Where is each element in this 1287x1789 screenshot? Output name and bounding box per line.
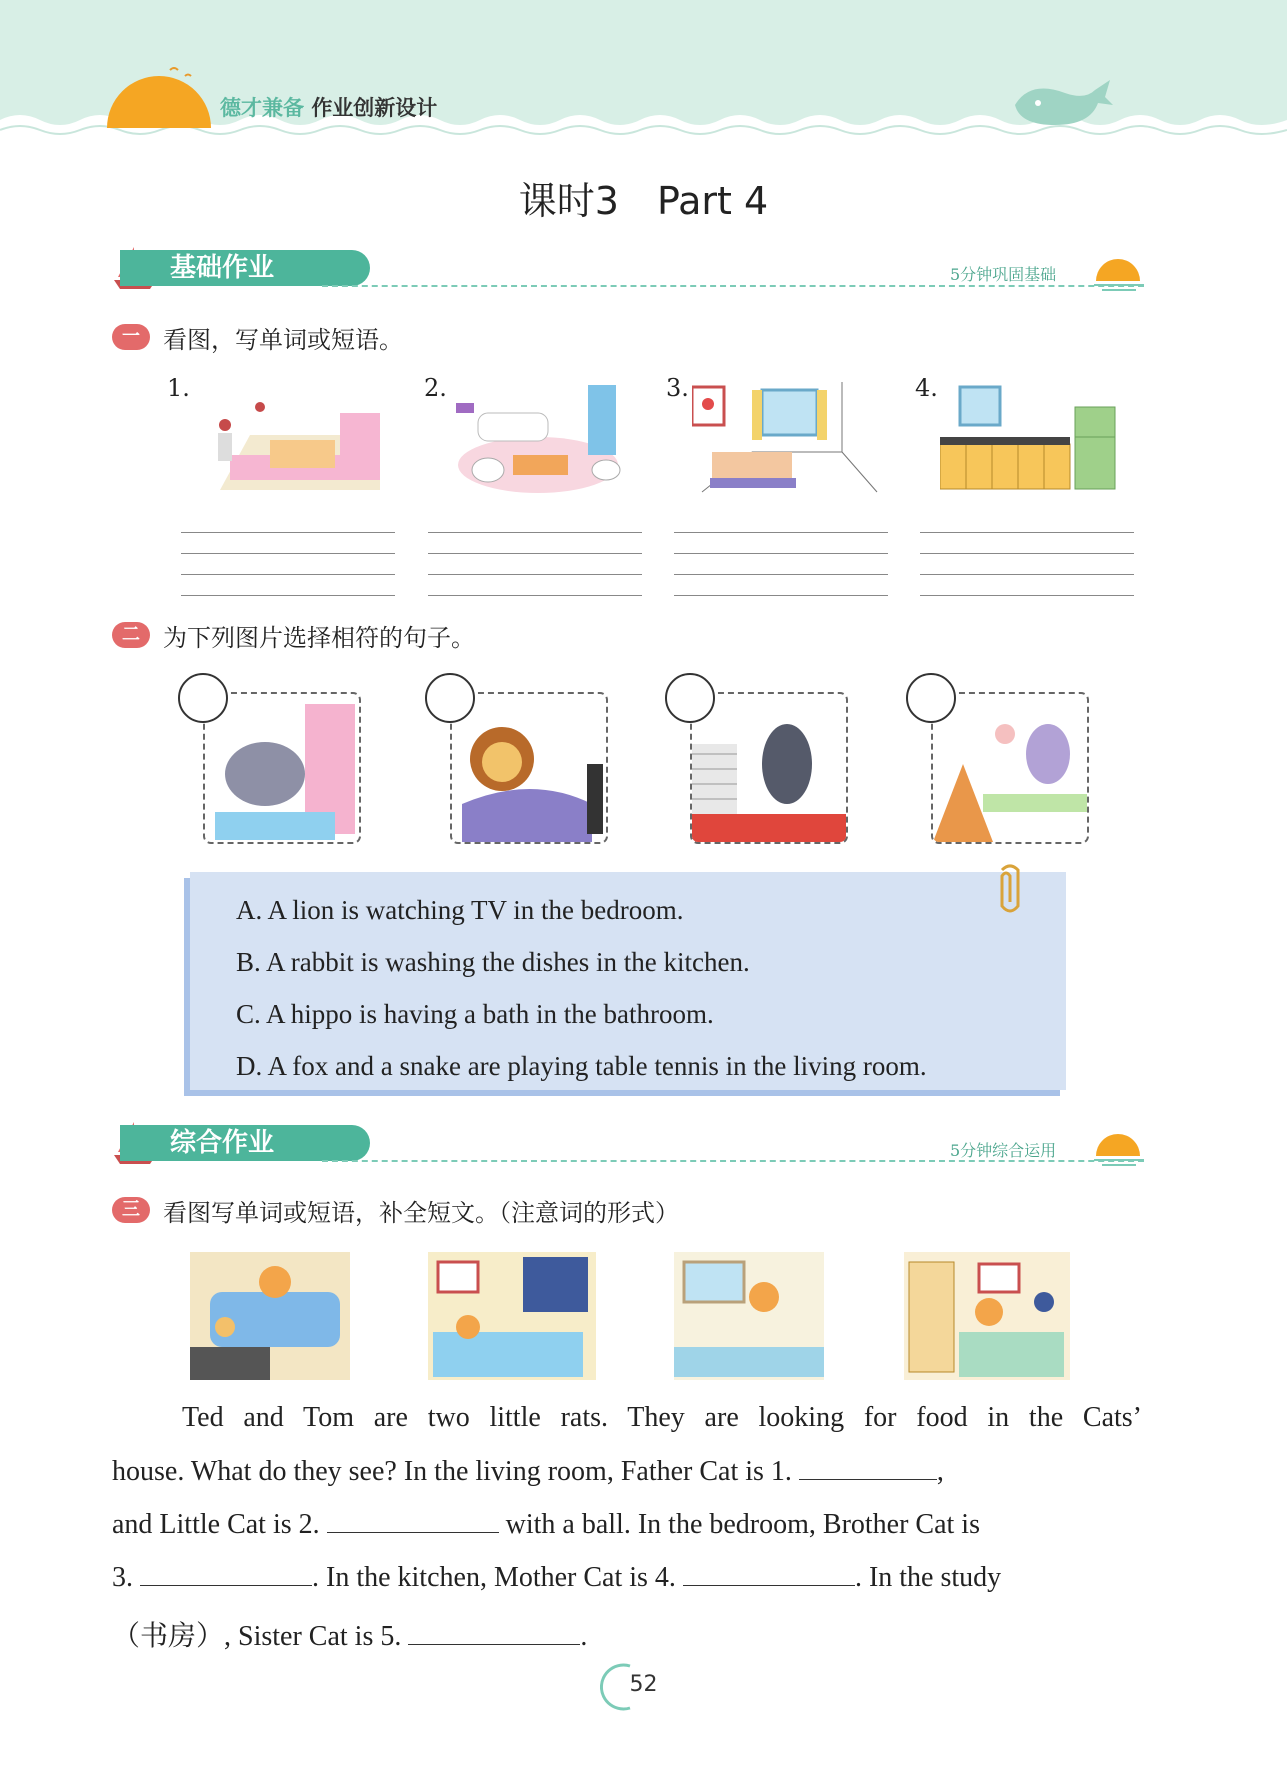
passage-line-4 — [112, 1561, 1142, 1594]
page-number: 52 — [629, 1672, 658, 1697]
rabbit-dishes-picture — [690, 692, 848, 844]
answer-circle[interactable] — [425, 673, 475, 723]
brand-part2: 作业创新设计 — [311, 96, 438, 120]
answer-line[interactable] — [674, 595, 888, 596]
blank-3[interactable] — [140, 1561, 312, 1586]
answer-line[interactable] — [920, 553, 1134, 554]
answer-circle[interactable] — [906, 673, 956, 723]
blank-5[interactable] — [408, 1620, 580, 1645]
option-a: A. A lion is watching TV in the bedroom. — [236, 895, 684, 925]
item4-number: 4. — [915, 374, 938, 402]
exercise3-instruction: 看图写单词或短语，补全短文。（注意词的形式） — [163, 1199, 679, 1227]
exercise2-instruction: 为下列图片选择相符的句子。 — [163, 624, 475, 652]
bathroom-picture — [448, 385, 628, 495]
cats-living-room-picture — [190, 1252, 350, 1380]
lion-tv-picture — [450, 692, 608, 844]
bedroom-picture — [692, 382, 882, 494]
answer-circle[interactable] — [665, 673, 715, 723]
answer-line[interactable] — [674, 574, 888, 575]
whale-icon — [1010, 75, 1115, 130]
answer-line[interactable] — [920, 574, 1134, 575]
hippo-bath-picture — [203, 692, 361, 844]
exercise1-badge: 一 — [112, 324, 150, 350]
passage-line-2 — [112, 1455, 1142, 1488]
passage-text: （书房）, Sister Cat is 5. — [112, 1621, 402, 1652]
blank-4[interactable] — [683, 1561, 855, 1586]
section-basic-tag — [120, 250, 370, 286]
small-sun-icon — [1092, 255, 1147, 295]
answer-line[interactable] — [428, 532, 642, 533]
cat-bedroom-picture — [428, 1252, 596, 1380]
option-c: C. A hippo is having a bath in the bathroom. — [236, 999, 714, 1029]
option-b: B. A rabbit is washing the dishes in the kitchen. — [236, 947, 750, 977]
answer-line[interactable] — [428, 595, 642, 596]
brand-title — [220, 92, 437, 122]
cat-study-picture — [904, 1252, 1070, 1380]
section-comprehensive-tag — [120, 1125, 370, 1161]
answer-line[interactable] — [428, 553, 642, 554]
cat-kitchen-picture — [674, 1252, 824, 1380]
answer-line[interactable] — [674, 553, 888, 554]
section-basic-label: 基础作业 — [170, 253, 275, 283]
kitchen-picture — [940, 382, 1120, 494]
living-room-picture — [200, 395, 385, 495]
paperclip-icon — [992, 862, 1028, 920]
answer-line[interactable] — [920, 595, 1134, 596]
small-sun-icon — [1092, 1130, 1147, 1170]
passage-text: with a ball. In the bedroom, Brother Cat is — [505, 1509, 980, 1540]
answer-line[interactable] — [674, 532, 888, 533]
passage-text: 3. — [112, 1562, 133, 1593]
section-basic-divider — [322, 285, 1144, 287]
passage-text: . In the study — [854, 1562, 1002, 1593]
answer-line[interactable] — [181, 574, 395, 575]
section-comprehensive-label: 综合作业 — [170, 1128, 275, 1158]
item3-number: 3. — [666, 374, 689, 402]
section-basic-note: 5分钟巩固基础 — [950, 265, 1057, 284]
passage-text: . In the kitchen, Mother Cat is 4. — [312, 1562, 676, 1593]
brand-part1: 德才兼备 — [220, 96, 304, 120]
exercise3-badge: 三 — [112, 1197, 150, 1223]
answer-line[interactable] — [181, 532, 395, 533]
lesson-title: 课时3 Part 4 — [518, 179, 769, 223]
passage-text: house. What do they see? In the living room, Father Cat is 1. — [112, 1456, 792, 1487]
exercise2-badge: 二 — [112, 622, 150, 648]
item2-number: 2. — [424, 374, 447, 402]
option-d: D. A fox and a snake are playing table tennis in the living room. — [236, 1051, 927, 1081]
item1-number: 1. — [167, 374, 190, 402]
exercise1-instruction: 看图，写单词或短语。 — [163, 326, 403, 354]
passage-text: , — [936, 1456, 944, 1487]
passage-line-5 — [112, 1614, 1142, 1654]
blank-1[interactable] — [799, 1455, 937, 1480]
answer-circle[interactable] — [178, 673, 228, 723]
sun-icon — [105, 62, 215, 132]
answer-line[interactable] — [920, 532, 1134, 533]
answer-line[interactable] — [181, 595, 395, 596]
passage-text: . — [580, 1621, 588, 1652]
passage-line-1: Ted and Tom are two little rats. They are looking for food in the Cats’ — [182, 1402, 1142, 1433]
answer-line[interactable] — [428, 574, 642, 575]
passage-text: and Little Cat is 2. — [112, 1509, 320, 1540]
fox-snake-picture — [931, 692, 1089, 844]
section-comprehensive-note: 5分钟综合运用 — [950, 1141, 1057, 1160]
blank-2[interactable] — [327, 1508, 499, 1533]
answer-line[interactable] — [181, 553, 395, 554]
passage-line-3 — [112, 1508, 1142, 1541]
